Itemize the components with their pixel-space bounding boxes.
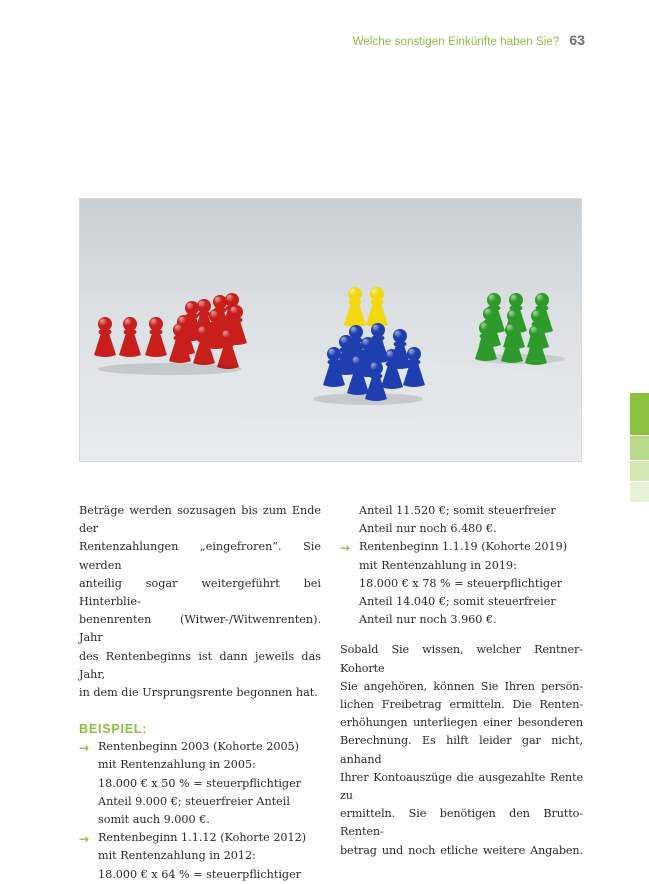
example-item bbox=[79, 829, 321, 884]
body-paragraph bbox=[340, 641, 583, 859]
text-line: mit Rentenzahlung in 2005: bbox=[98, 758, 256, 772]
text-line: mit Rentenzahlung in 2012: bbox=[98, 849, 256, 863]
text-line: somit auch 9.000 €. bbox=[98, 813, 210, 827]
section-tab bbox=[630, 461, 649, 481]
intro-paragraph bbox=[79, 502, 321, 702]
text-line: Beträge werden sozusagen bis zum Ende der bbox=[79, 504, 321, 536]
text-line: anteilig sogar weitergeführt bei Hinterblie- bbox=[79, 576, 321, 609]
text-line: Anteil 11.520 €; somit steuerfreier bbox=[359, 504, 556, 517]
example-heading: BEISPIEL: bbox=[79, 722, 148, 737]
spacer bbox=[340, 629, 583, 641]
text-line: des Rentenbeginns ist dann jeweils das Jahr, bbox=[79, 649, 321, 681]
text-line: Rentenbeginn 2003 (Kohorte 2005) bbox=[98, 740, 300, 754]
left-column bbox=[79, 502, 321, 884]
text-line: Rentenzahlungen „eingefroren“. Sie werden bbox=[79, 540, 321, 572]
text-line: erhöhungen unterliegen einer besonderen bbox=[340, 716, 583, 730]
arrow-right-icon: → bbox=[79, 832, 90, 847]
section-tab-active bbox=[630, 393, 649, 435]
text-line: Anteil 9.000 €; steuerfreier Anteil bbox=[98, 794, 290, 808]
example-item bbox=[340, 538, 583, 629]
text-line: Anteil nur noch 3.960 €. bbox=[359, 613, 497, 627]
running-header bbox=[353, 32, 585, 48]
section-tab bbox=[630, 482, 649, 502]
text-line: 18.000 € x 50 % = steuerpflichtiger bbox=[98, 776, 302, 790]
text-line: benenrenten (Witwer-/Witwenrenten). Jahr bbox=[79, 613, 321, 645]
text-line: betrag und noch etliche weitere Angaben. bbox=[340, 843, 583, 857]
section-tab bbox=[630, 436, 649, 460]
pawns-photo bbox=[79, 198, 582, 462]
text-line: mit Rentenzahlung in 2019: bbox=[359, 558, 517, 572]
text-line: 18.000 € x 78 % = steuerpflichtiger bbox=[359, 576, 563, 590]
arrow-right-icon: → bbox=[79, 741, 90, 756]
example-item bbox=[79, 738, 321, 829]
arrow-right-icon: → bbox=[340, 541, 351, 556]
right-column bbox=[340, 502, 583, 860]
text-line: in dem die Ursprungsrente begonnen hat. bbox=[79, 686, 318, 700]
pawns-illustration bbox=[80, 199, 582, 462]
text-line: 18.000 € x 64 % = steuerpflichtiger bbox=[98, 867, 302, 881]
text-line: Anteil nur noch 6.480 €. bbox=[359, 522, 497, 536]
section-tabs bbox=[630, 393, 649, 503]
text-line: Sobald Sie wissen, welcher Rentner-Kohorte bbox=[340, 643, 583, 675]
text-line: Sie angehören, können Sie Ihren persön- bbox=[340, 679, 583, 693]
text-line: ermitteln. Sie benötigen den Brutto-Renten- bbox=[340, 807, 583, 839]
text-line: lichen Freibetrag ermitteln. Die Renten- bbox=[340, 698, 583, 712]
text-line: Rentenbeginn 1.1.12 (Kohorte 2012) bbox=[98, 831, 307, 845]
text-line: Berechnung. Es hilft leider gar nicht, anhand bbox=[340, 734, 583, 766]
text-line: Rentenbeginn 1.1.19 (Kohorte 2019) bbox=[359, 540, 568, 554]
text-line: Anteil 14.040 €; somit steuerfreier bbox=[359, 595, 556, 609]
example-continuation bbox=[340, 502, 583, 538]
text-line: Ihrer Kontoauszüge die ausgezahlte Rente zu bbox=[340, 770, 583, 803]
page-number: 63 bbox=[569, 32, 585, 48]
running-title: Welche sonstigen Einkünfte haben Sie? bbox=[352, 36, 560, 48]
